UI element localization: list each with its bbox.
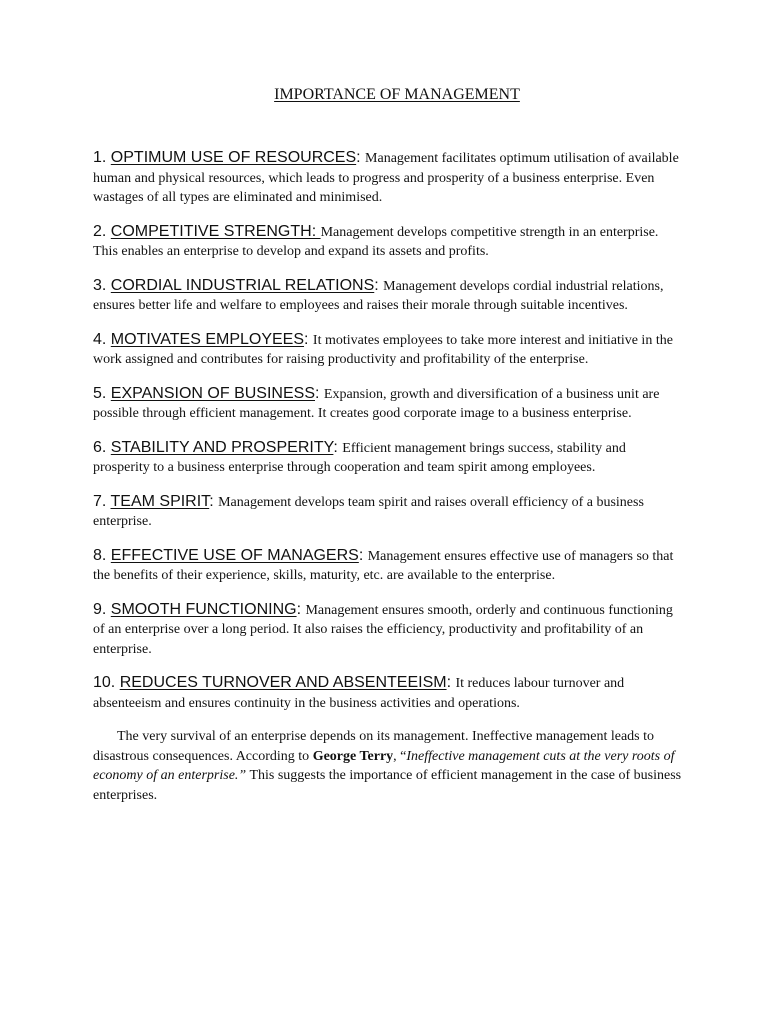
point-item xyxy=(93,438,683,478)
point-separator: : xyxy=(296,600,306,618)
point-number: 9. xyxy=(93,600,111,618)
point-separator: : xyxy=(356,149,366,166)
point-body: Management facilitates optimum utilisation of available human and physical resources, which leads to progress and prosperity of a business enterprise. Even wastages of all types are eliminated and minimised. xyxy=(93,151,679,205)
quote-author: George Terry xyxy=(312,748,394,764)
point-heading: EXPANSION OF BUSINESS xyxy=(110,384,315,402)
point-item xyxy=(93,492,683,532)
quotation: Ineffective management cuts at the very roots of economy of an enterprise.” xyxy=(93,748,675,783)
conclusion-paragraph xyxy=(93,727,683,805)
point-body: It motivates employees to take more interest and initiative in the work assigned and contributes for raising productivity and profitability of the enterprise. xyxy=(93,332,673,367)
point-heading: CORDIAL INDUSTRIAL RELATIONS xyxy=(110,276,375,294)
point-number: 5. xyxy=(93,384,111,402)
document-title: IMPORTANCE OF MANAGEMENT xyxy=(274,86,520,103)
point-body: Management develops cordial industrial relations, ensures better life and welfare to employees and raises their morale through suitable incentives. xyxy=(93,278,664,313)
point-number: 7. xyxy=(93,492,111,510)
point-item xyxy=(93,276,683,316)
point-number: 2. xyxy=(93,222,111,240)
point-item xyxy=(93,673,683,713)
conclusion-text: , “ xyxy=(393,748,407,764)
point-heading: SMOOTH FUNCTIONING xyxy=(110,600,297,618)
point-body: Efficient management brings success, stability and prosperity to a business enterprise through cooperation and team spirit among employees. xyxy=(93,440,626,475)
conclusion-text: The very survival of an enterprise depends on its management. Ineffective management leads to disastrous consequences. According to xyxy=(93,729,654,764)
point-item xyxy=(93,384,683,424)
point-heading: MOTIVATES EMPLOYEES xyxy=(110,330,305,348)
point-heading: TEAM SPIRIT xyxy=(110,492,210,510)
point-heading: EFFECTIVE USE OF MANAGERS xyxy=(110,546,359,564)
point-separator: : xyxy=(315,384,324,402)
point-number: 6. xyxy=(93,438,111,456)
point-item xyxy=(93,148,683,208)
point-number: 10. xyxy=(93,674,120,691)
point-heading: STABILITY AND PROSPERITY xyxy=(110,438,334,456)
point-separator: : xyxy=(358,546,368,564)
point-heading: COMPETITIVE STRENGTH: xyxy=(110,222,321,240)
point-body: It reduces labour turnover and absenteeism and ensures continuity in the business activities and operations. xyxy=(93,676,625,711)
point-item xyxy=(93,330,683,370)
point-item xyxy=(93,546,683,586)
point-item xyxy=(93,600,683,660)
point-body: Expansion, growth and diversification of a business unit are possible through efficient management. It creates good corporate image to a business enterprise. xyxy=(93,386,660,421)
document-page xyxy=(93,86,683,805)
point-number: 8. xyxy=(93,546,111,564)
point-body: Management ensures effective use of managers so that the benefits of their experience, skills, maturity, etc. are available to the enterprise. xyxy=(93,548,674,583)
point-separator: : xyxy=(374,276,384,294)
point-separator: : xyxy=(446,674,456,691)
point-heading: OPTIMUM USE OF RESOURCES xyxy=(110,149,357,166)
point-heading: REDUCES TURNOVER AND ABSENTEEISM xyxy=(119,674,447,691)
point-number: 4. xyxy=(93,330,111,348)
point-number: 3. xyxy=(93,276,111,294)
point-separator: : xyxy=(304,330,313,348)
point-separator: : xyxy=(333,438,343,456)
point-separator: : xyxy=(209,492,219,510)
point-number: 1. xyxy=(93,149,111,166)
point-body: Management ensures smooth, orderly and continuous functioning of an enterprise over a long period. It also raises the efficiency, productivity and profitability of an enterprise. xyxy=(93,602,673,657)
point-item xyxy=(93,222,683,262)
point-body: Management develops competitive strength in an enterprise. This enables an enterprise to develop and expand its assets and profits. xyxy=(93,224,659,259)
point-body: Management develops team spirit and raises overall efficiency of a business enterprise. xyxy=(93,494,644,529)
conclusion-text: This suggests the importance of efficient management in the case of business enterprises. xyxy=(93,768,682,803)
